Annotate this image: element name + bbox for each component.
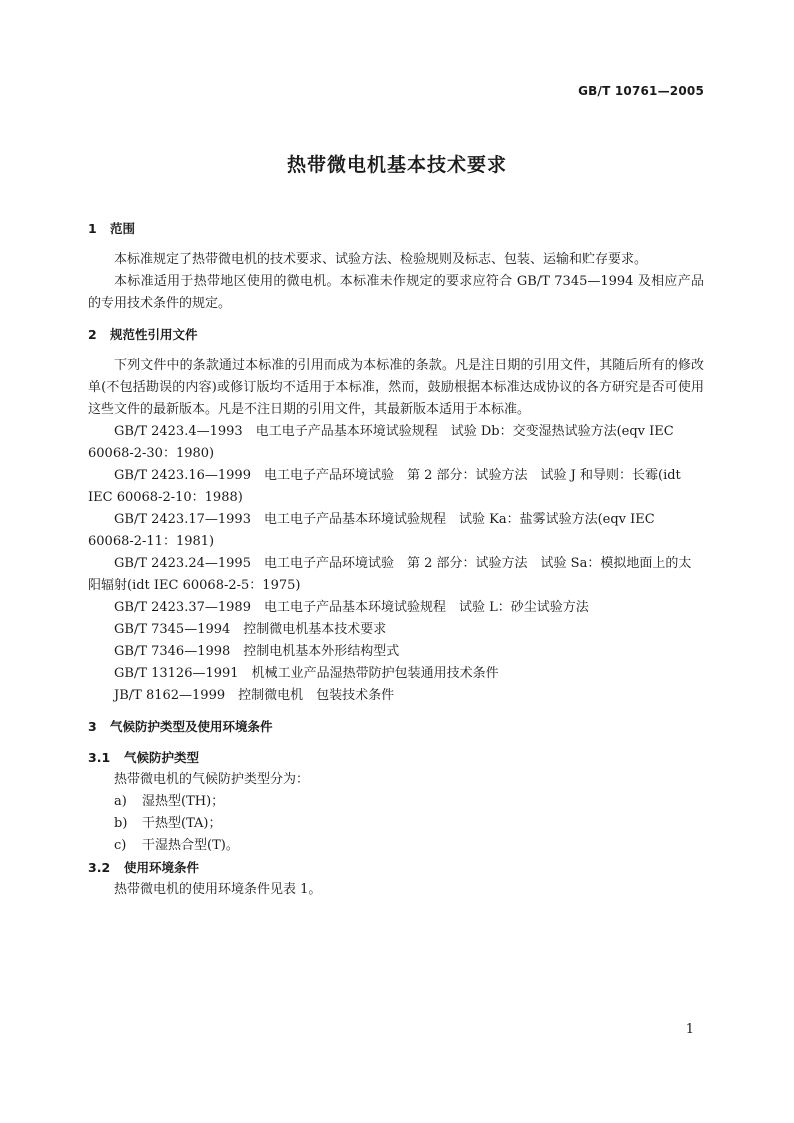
paragraph: 本标准适用于热带地区使用的微电机。本标准未作规定的要求应符合 GB/T 7345—1994 及相应产品的专用技术条件的规定。 [88, 274, 704, 311]
reference-code: GB/T 2423.16—1999 [114, 468, 251, 483]
list-marker: a) [114, 794, 127, 809]
reference-title: 电工电子产品环境试验 [263, 468, 394, 483]
reference-detail: 试验 J 和导则：长霉(idt IEC 60068-2-10：1988) [88, 468, 681, 505]
paragraph: 热带微电机的使用环境条件见表 1。 [114, 882, 322, 897]
reference-code: GB/T 13126—1991 [114, 666, 239, 681]
subsection-3-2-heading [88, 857, 704, 879]
paragraph: 本标准规定了热带微电机的技术要求、试验方法、检验规则及标志、包装、运输和贮存要求。 [114, 252, 648, 267]
reference-code: GB/T 2423.37—1989 [114, 600, 251, 615]
reference-code: GB/T 2423.4—1993 [114, 424, 243, 439]
reference-code: JB/T 8162—1999 [114, 688, 226, 703]
section-title: 范围 [110, 221, 136, 236]
reference-subtitle: 试验 L：砂尘试验方法 [458, 600, 589, 615]
section-number: 1 [88, 221, 97, 236]
reference-item [88, 465, 704, 509]
reference-item [88, 553, 704, 597]
list-item [88, 813, 704, 835]
reference-subtitle: 第 2 部分：试验方法 [406, 468, 528, 483]
reference-code: GB/T 2423.17—1993 [114, 512, 251, 527]
list-text: 干湿热合型(T)。 [142, 838, 239, 853]
paragraph: 热带微电机的气候防护类型分为： [114, 772, 310, 787]
subsection-title: 气候防护类型 [124, 750, 200, 765]
reference-subtitle: 试验 Db：交变湿热试验方法(eqv IEC 60068-2-30：1980) [88, 424, 674, 461]
reference-subtitle: 包装技术条件 [316, 688, 395, 703]
list-marker: c) [114, 838, 127, 853]
reference-title: 电工电子产品基本环境试验规程 [255, 424, 438, 439]
reference-item [88, 597, 704, 619]
reference-title: 控制微电机 [238, 688, 304, 703]
reference-code: GB/T 2423.24—1995 [114, 556, 251, 571]
section-title: 气候防护类型及使用环境条件 [110, 719, 273, 734]
list-marker: b) [114, 816, 128, 831]
paragraph: 下列文件中的条款通过本标准的引用而成为本标准的条款。凡是注日期的引用文件，其随后所有的修改单(不包括勘误的内容)或修订版均不适用于本标准，然而，鼓励根据本标准达成协议的各方研究是否可使用这些文件的最新版本。凡是不注日期的引用文件，其最新版本适用于本标准。 [88, 358, 704, 417]
section-1-heading [88, 218, 704, 240]
reference-code: GB/T 7345—1994 [114, 622, 231, 637]
reference-item [88, 663, 704, 685]
list-item [88, 791, 704, 813]
document-title: 热带微电机基本技术要求 [286, 154, 507, 176]
reference-subtitle: 第 2 部分：试验方法 [406, 556, 528, 571]
reference-item [88, 619, 704, 641]
reference-code: GB/T 7346—1998 [114, 644, 231, 659]
document-body [88, 218, 704, 901]
reference-title: 控制微电机基本技术要求 [243, 622, 387, 637]
subsection-number: 3.2 [88, 860, 111, 875]
reference-title: 电工电子产品基本环境试验规程 [263, 512, 446, 527]
page-number: 1 [685, 1022, 694, 1037]
reference-subtitle: 试验 Ka：盐雾试验方法(eqv IEC 60068-2-11：1981) [88, 512, 655, 549]
section-number: 2 [88, 327, 97, 342]
section-title: 规范性引用文件 [110, 327, 198, 342]
reference-item [88, 641, 704, 663]
list-text: 湿热型(TH)； [142, 794, 225, 809]
standard-code: GB/T 10761—2005 [578, 84, 704, 98]
reference-title: 机械工业产品湿热带防护包装通用技术条件 [251, 666, 499, 681]
reference-item [88, 421, 704, 465]
subsection-title: 使用环境条件 [124, 860, 200, 875]
section-number: 3 [88, 719, 97, 734]
subsection-3-1-heading [88, 747, 704, 769]
section-2-heading [88, 324, 704, 346]
subsection-number: 3.1 [88, 750, 111, 765]
reference-detail: 试验 Sa：模拟地面上的太阳辐射(idt IEC 60068-2-5：1975) [88, 556, 692, 593]
reference-title: 电工电子产品环境试验 [263, 556, 394, 571]
list-item [88, 835, 704, 857]
reference-title: 电工电子产品基本环境试验规程 [263, 600, 446, 615]
reference-item [88, 509, 704, 553]
section-3-heading [88, 716, 704, 738]
list-text: 干热型(TA)； [142, 816, 222, 831]
reference-title: 控制电机基本外形结构型式 [243, 644, 400, 659]
reference-item [88, 685, 704, 707]
